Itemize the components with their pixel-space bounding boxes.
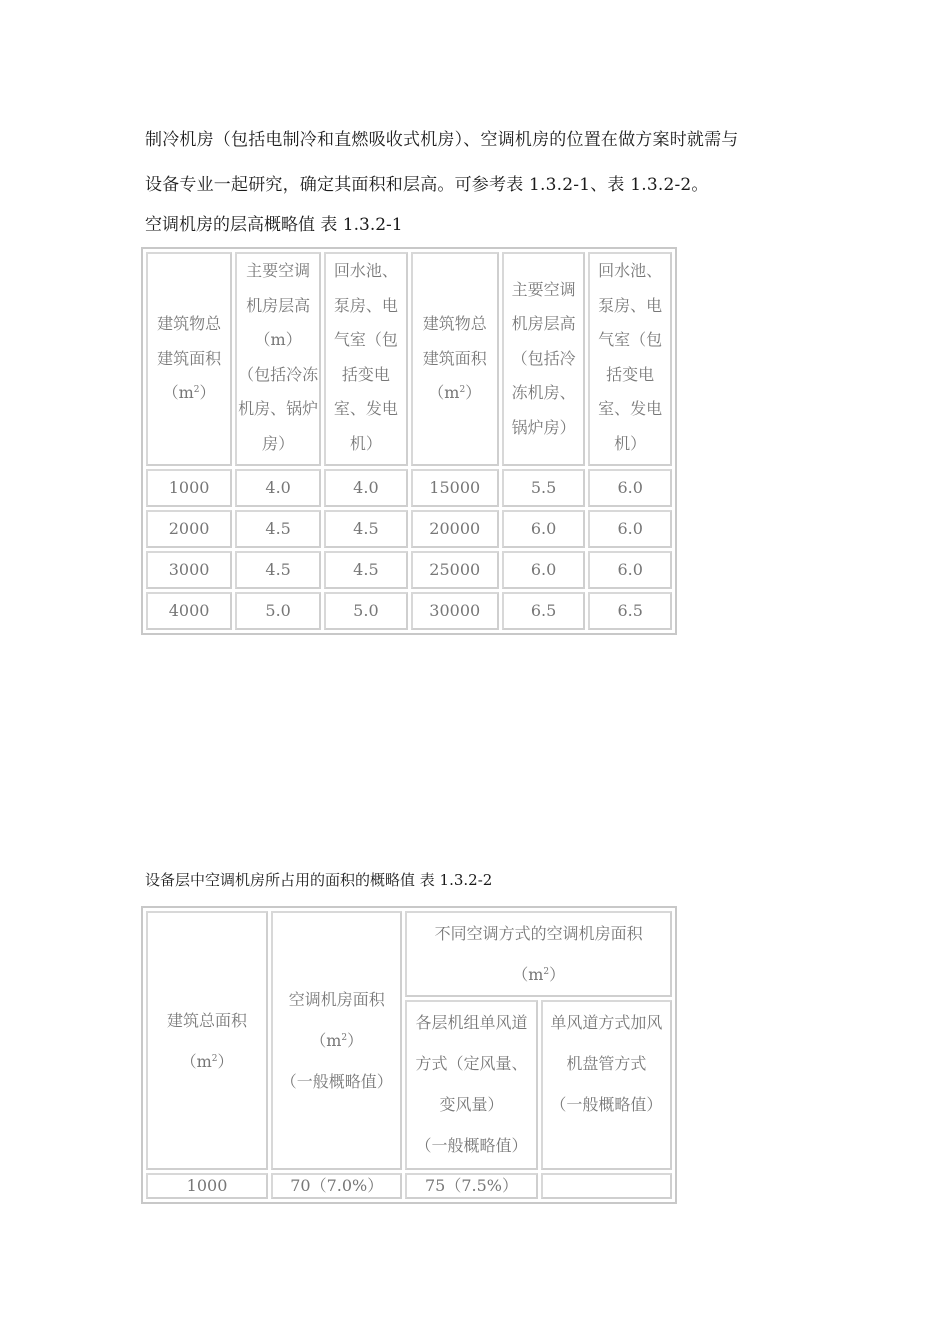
header-line: 主要空调	[511, 279, 576, 299]
header-line: （包括冷	[511, 348, 576, 368]
table1-header-cell	[411, 252, 499, 466]
header-line: （包括冷冻	[238, 364, 319, 384]
header-line: 不同空调方式的空调机房面积	[434, 924, 643, 943]
table1-caption: 空调机房的层高概略值 表 1.3.2-1	[145, 215, 403, 235]
header-line: 括变电	[606, 364, 655, 384]
header-line: 气室（包	[333, 330, 398, 349]
header-line: 锅炉房）	[511, 417, 576, 437]
header-line: 建筑物总	[157, 314, 222, 334]
table-cell: 4.5	[324, 551, 408, 589]
table1-header-cell	[146, 252, 232, 466]
header-line: $(m^2)$	[180, 1051, 234, 1071]
table-cell: 6.0	[588, 551, 672, 589]
header-line: 空调机房面积	[288, 990, 385, 1009]
table1-header-cell	[502, 252, 586, 466]
table-cell: 4.5	[324, 510, 408, 548]
header-line: 主要空调	[246, 261, 311, 280]
header-line: 房）	[262, 433, 295, 453]
header-line: 回水池、	[333, 261, 398, 280]
header-line: 机房层高	[511, 314, 576, 334]
header-line: 各层机组单风道	[415, 1013, 528, 1032]
header-line: 机房、锅炉	[238, 399, 319, 418]
header-line: 泵房、电	[598, 295, 663, 315]
table2-header-room-area	[271, 911, 402, 1170]
header-line: 机）	[614, 433, 647, 453]
table2-caption: 设备层中空调机房所占用的面积的概略值 表 1.3.2-2	[145, 871, 493, 889]
header-line: 建筑面积	[157, 348, 222, 368]
table-row	[146, 551, 672, 589]
header-line: （一般概略值）	[280, 1072, 393, 1091]
intro-line-2: 设备专业一起研究，确定其面积和层高。可参考表 1.3.2-1、表 1.3.2-2。	[145, 175, 709, 195]
intro-line-1: 制冷机房（包括电制冷和直燃吸收式机房）、空调机房的位置在做方案时就需与	[145, 130, 739, 150]
header-line: （m）	[254, 330, 302, 349]
header-line: 变风量）	[439, 1095, 504, 1114]
table-row	[146, 510, 672, 548]
table1-header-cell	[235, 252, 321, 466]
table-cell: 25000	[411, 551, 499, 589]
table-cell: 6.0	[502, 510, 586, 548]
table-cell: 30000	[411, 592, 499, 630]
header-line: 回水池、	[598, 261, 663, 280]
table-cell: 5.0	[324, 592, 408, 630]
header-line: 建筑物总	[422, 314, 487, 334]
table-cell: 6.5	[502, 592, 586, 630]
table-cell: 6.0	[502, 551, 586, 589]
table2-header-single-duct	[405, 1000, 537, 1170]
table1-header-cell	[324, 252, 408, 466]
header-line: $(m^2)$	[162, 383, 216, 403]
header-line: 机房层高	[246, 295, 311, 315]
table-cell: 4.0	[324, 469, 408, 507]
header-line: （一般概略值）	[550, 1095, 663, 1114]
table-cell	[541, 1173, 672, 1199]
header-line: 建筑总面积	[167, 1010, 248, 1030]
table1-header-row	[146, 252, 672, 466]
table-cell: 4.5	[235, 510, 321, 548]
table-cell: 75（7.5%）	[405, 1173, 537, 1199]
header-line: $(m^2)$	[428, 383, 482, 403]
table-cell: 2000	[146, 510, 232, 548]
table-room-height	[141, 247, 677, 635]
table2-header-total-area	[146, 911, 268, 1170]
table-cell: 3000	[146, 551, 232, 589]
table-cell: 5.5	[502, 469, 586, 507]
header-line: 室、发电	[333, 399, 398, 418]
header-line: 气室（包	[598, 330, 663, 349]
table1-header-cell	[588, 252, 672, 466]
table-cell: 15000	[411, 469, 499, 507]
table-cell: 5.0	[235, 592, 321, 630]
header-line: （一般概略值）	[415, 1136, 528, 1155]
table-cell: 4.5	[235, 551, 321, 589]
table-cell: 70（7.0%）	[271, 1173, 402, 1199]
table-row	[146, 469, 672, 507]
header-line: 室、发电	[598, 399, 663, 418]
header-line: 机）	[349, 433, 382, 453]
header-line: 泵房、电	[333, 295, 398, 315]
table-cell: 4.0	[235, 469, 321, 507]
table-room-area	[141, 906, 677, 1204]
header-line: 单风道方式加风	[550, 1013, 663, 1032]
table2-header-fan-coil	[541, 1000, 672, 1170]
table-cell: 1000	[146, 469, 232, 507]
table-cell: 20000	[411, 510, 499, 548]
table2-header-row	[146, 911, 672, 997]
table-row	[146, 1173, 672, 1199]
header-line: 括变电	[341, 364, 390, 384]
header-line: 建筑面积	[422, 348, 487, 368]
header-line: 方式（定风量、	[415, 1054, 528, 1073]
table-cell: 6.5	[588, 592, 672, 630]
table-cell: 1000	[146, 1173, 268, 1199]
header-line: $(m^2)$	[310, 1031, 364, 1050]
table-row	[146, 592, 672, 630]
header-line: $(m^2)$	[512, 965, 566, 984]
table2-header-group	[405, 911, 672, 997]
header-line: 冻机房、	[511, 383, 576, 403]
header-line: 机盘管方式	[566, 1054, 647, 1073]
table-cell: 6.0	[588, 469, 672, 507]
table-cell: 6.0	[588, 510, 672, 548]
table-cell: 4000	[146, 592, 232, 630]
